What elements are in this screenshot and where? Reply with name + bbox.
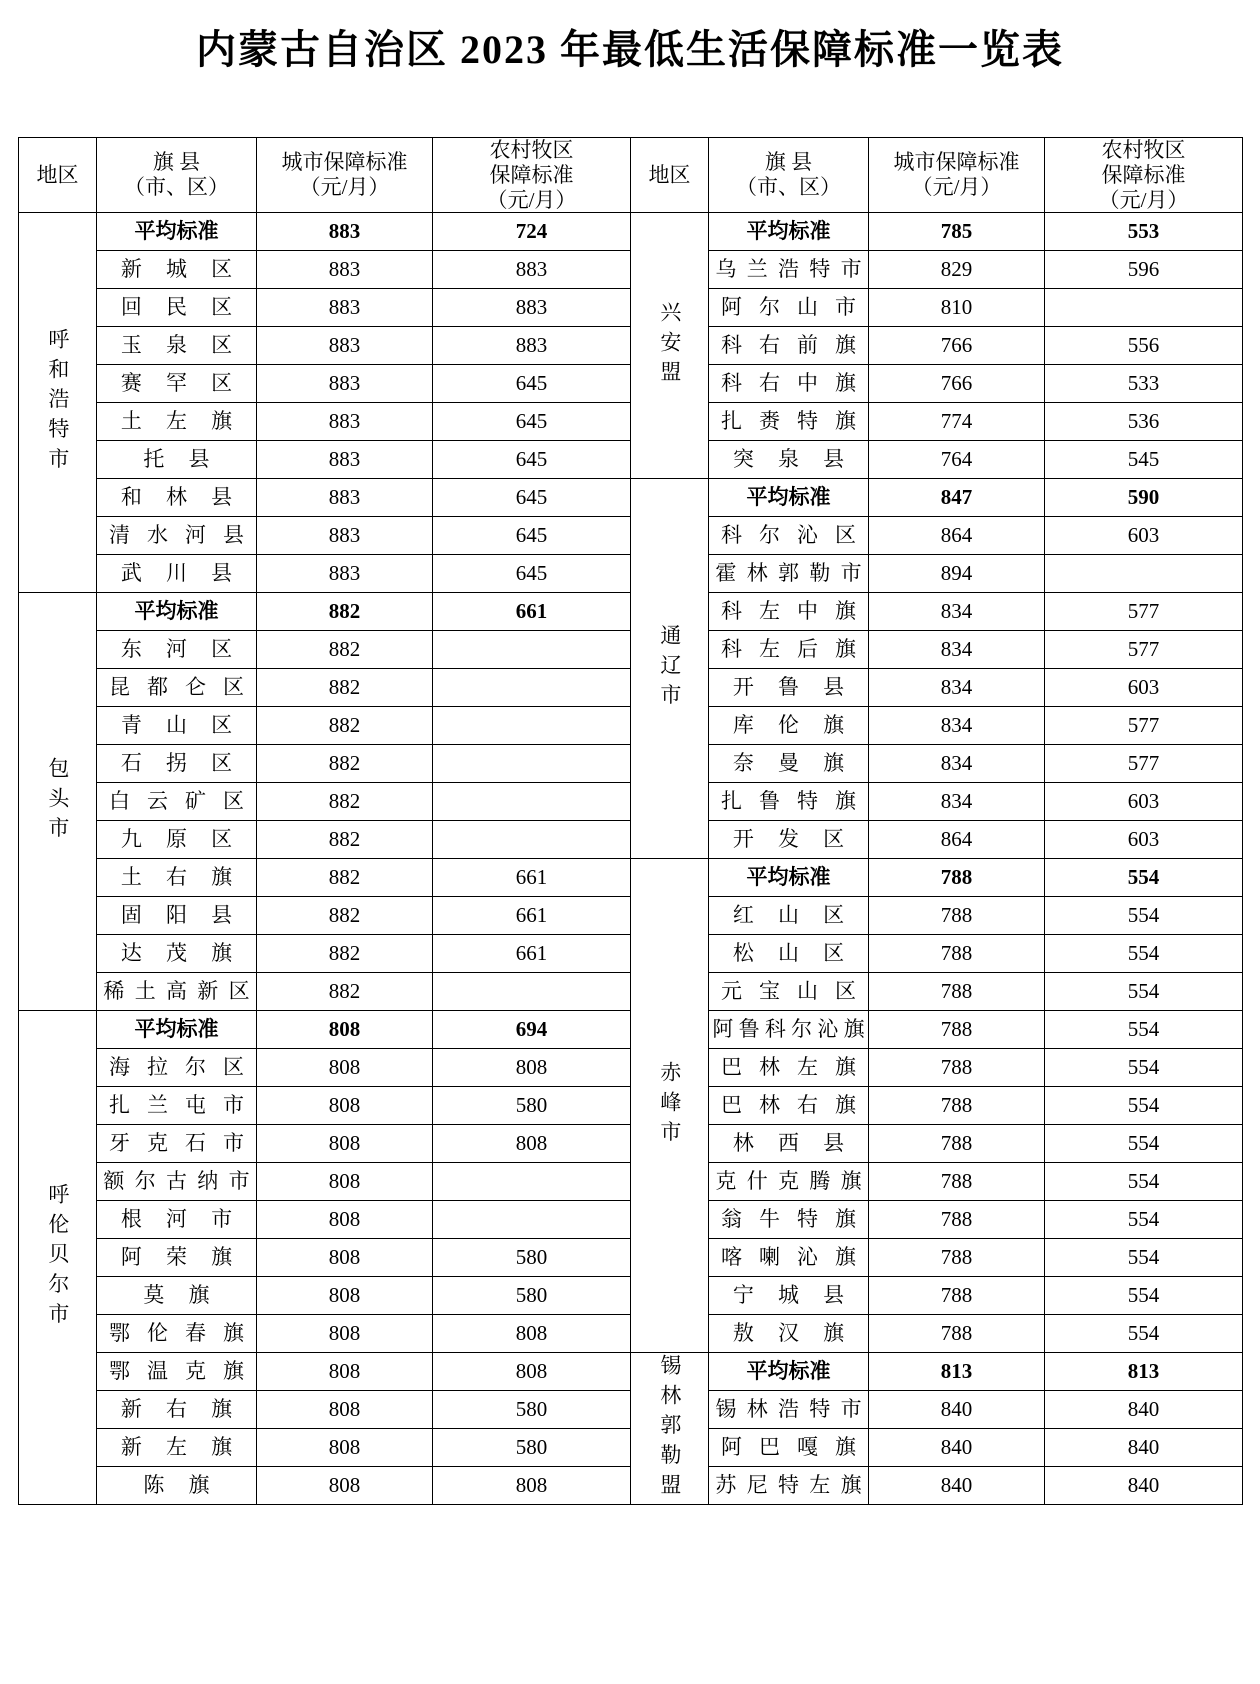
urban-standard-value: 834 (869, 593, 1045, 631)
urban-standard-value: 864 (869, 517, 1045, 555)
header-rural-left-line1: 农村牧区 (489, 138, 574, 162)
rural-standard-value: 577 (1045, 631, 1243, 669)
county-name: 牙 克 石 市 (97, 1125, 257, 1163)
county-name: 元 宝 山 区 (709, 973, 869, 1011)
rural-standard-value: 645 (433, 555, 631, 593)
urban-standard-value: 864 (869, 821, 1045, 859)
urban-standard-value: 788 (869, 1087, 1045, 1125)
header-rural-right-line3: （元/月） (1098, 187, 1189, 212)
county-name: 托 县 (97, 441, 257, 479)
county-name: 奈 曼 旗 (709, 745, 869, 783)
table-row (19, 859, 1243, 897)
region-label-right (631, 479, 709, 859)
county-name: 新 左 旗 (97, 1429, 257, 1467)
urban-standard-value: 788 (869, 1125, 1045, 1163)
rural-standard-value (433, 631, 631, 669)
urban-standard-value: 882 (257, 859, 433, 897)
region-label-text: 呼和浩特市 (45, 328, 70, 478)
urban-standard-value: 808 (257, 1201, 433, 1239)
urban-standard-value: 882 (257, 935, 433, 973)
county-name: 玉 泉 区 (97, 327, 257, 365)
rural-standard-value: 577 (1045, 707, 1243, 745)
urban-standard-value: 788 (869, 859, 1045, 897)
urban-standard-value: 808 (257, 1315, 433, 1353)
urban-standard-value: 840 (869, 1429, 1045, 1467)
urban-standard-value: 808 (257, 1467, 433, 1505)
county-name: 莫 旗 (97, 1277, 257, 1315)
county-name: 根 河 市 (97, 1201, 257, 1239)
county-name: 额 尔 古 纳 市 (97, 1163, 257, 1201)
urban-standard-value: 808 (257, 1277, 433, 1315)
header-county-left-line2: （市、区） (124, 175, 229, 200)
county-name: 新 右 旗 (97, 1391, 257, 1429)
urban-standard-value: 788 (869, 1315, 1045, 1353)
rural-standard-value: 554 (1045, 1277, 1243, 1315)
region-label-left (19, 593, 97, 1011)
average-label: 平均标准 (97, 593, 257, 631)
rural-standard-value: 808 (433, 1353, 631, 1391)
urban-standard-value: 883 (257, 213, 433, 251)
rural-standard-value (433, 973, 631, 1011)
region-label-right (631, 859, 709, 1353)
county-name: 阿 尔 山 市 (709, 289, 869, 327)
rural-standard-value (1045, 555, 1243, 593)
county-name: 阿 荣 旗 (97, 1239, 257, 1277)
region-label-text: 包头市 (45, 757, 70, 847)
rural-standard-value: 554 (1045, 1049, 1243, 1087)
urban-standard-value: 883 (257, 403, 433, 441)
county-name: 鄂 温 克 旗 (97, 1353, 257, 1391)
urban-standard-value: 882 (257, 631, 433, 669)
rural-standard-value: 808 (433, 1467, 631, 1505)
average-label: 平均标准 (97, 1011, 257, 1049)
county-name: 阿 巴 嘎 旗 (709, 1429, 869, 1467)
county-name: 固 阳 县 (97, 897, 257, 935)
county-name: 土 左 旗 (97, 403, 257, 441)
header-urban-left-line2: （元/月） (299, 175, 390, 200)
urban-standard-value: 883 (257, 365, 433, 403)
county-name: 科 左 中 旗 (709, 593, 869, 631)
urban-standard-value: 883 (257, 479, 433, 517)
rural-standard-value: 661 (433, 593, 631, 631)
county-name: 红 山 区 (709, 897, 869, 935)
region-label-text: 锡林郭勒盟 (657, 1354, 682, 1504)
rural-standard-value: 661 (433, 935, 631, 973)
urban-standard-value: 785 (869, 213, 1045, 251)
county-name: 九 原 区 (97, 821, 257, 859)
header-rural-left (433, 138, 631, 213)
header-region-left: 地区 (19, 138, 97, 213)
rural-standard-value: 556 (1045, 327, 1243, 365)
rural-standard-value: 533 (1045, 365, 1243, 403)
rural-standard-value (433, 745, 631, 783)
rural-standard-value: 645 (433, 403, 631, 441)
rural-standard-value: 554 (1045, 935, 1243, 973)
header-county-right-line2: （市、区） (736, 175, 841, 200)
document-page (0, 18, 1260, 1684)
table-head (19, 138, 1243, 213)
urban-standard-value: 788 (869, 935, 1045, 973)
rural-standard-value: 554 (1045, 973, 1243, 1011)
county-name: 扎 赉 特 旗 (709, 403, 869, 441)
county-name: 扎 鲁 特 旗 (709, 783, 869, 821)
rural-standard-value: 596 (1045, 251, 1243, 289)
urban-standard-value: 840 (869, 1467, 1045, 1505)
urban-standard-value: 788 (869, 1163, 1045, 1201)
rural-standard-value (433, 1163, 631, 1201)
county-name: 克 什 克 腾 旗 (709, 1163, 869, 1201)
rural-standard-value: 590 (1045, 479, 1243, 517)
header-rural-left-line3: （元/月） (486, 187, 577, 212)
region-label-left (19, 213, 97, 593)
urban-standard-value: 882 (257, 745, 433, 783)
county-name: 科 尔 沁 区 (709, 517, 869, 555)
county-name: 松 山 区 (709, 935, 869, 973)
rural-standard-value: 580 (433, 1239, 631, 1277)
urban-standard-value: 894 (869, 555, 1045, 593)
urban-standard-value: 808 (257, 1391, 433, 1429)
urban-standard-value: 808 (257, 1429, 433, 1467)
header-urban-right (869, 138, 1045, 213)
header-region-right: 地区 (631, 138, 709, 213)
header-county-left (97, 138, 257, 213)
county-name: 白 云 矿 区 (97, 783, 257, 821)
rural-standard-value: 645 (433, 479, 631, 517)
region-label-text: 呼伦贝尔市 (45, 1183, 70, 1333)
county-name: 锡 林 浩 特 市 (709, 1391, 869, 1429)
urban-standard-value: 882 (257, 897, 433, 935)
rural-standard-value: 840 (1045, 1429, 1243, 1467)
county-name: 喀 喇 沁 旗 (709, 1239, 869, 1277)
rural-standard-value: 808 (433, 1315, 631, 1353)
rural-standard-value: 577 (1045, 593, 1243, 631)
urban-standard-value: 882 (257, 973, 433, 1011)
urban-standard-value: 882 (257, 669, 433, 707)
rural-standard-value: 603 (1045, 517, 1243, 555)
header-county-left-line1: 旗 县 (152, 150, 201, 175)
county-name: 乌 兰 浩 特 市 (709, 251, 869, 289)
county-name: 巴 林 左 旗 (709, 1049, 869, 1087)
rural-standard-value: 554 (1045, 897, 1243, 935)
rural-standard-value: 554 (1045, 1315, 1243, 1353)
rural-standard-value: 554 (1045, 1125, 1243, 1163)
county-name: 库 伦 旗 (709, 707, 869, 745)
average-label: 平均标准 (709, 1353, 869, 1391)
urban-standard-value: 834 (869, 745, 1045, 783)
county-name: 青 山 区 (97, 707, 257, 745)
rural-standard-value: 554 (1045, 1201, 1243, 1239)
region-label-text: 兴安盟 (657, 301, 682, 391)
rural-standard-value: 645 (433, 365, 631, 403)
welfare-standards-table (18, 137, 1243, 1505)
table-row (19, 479, 1243, 517)
county-name: 苏 尼 特 左 旗 (709, 1467, 869, 1505)
county-name: 稀 土 高 新 区 (97, 973, 257, 1011)
county-name: 土 右 旗 (97, 859, 257, 897)
county-name: 东 河 区 (97, 631, 257, 669)
urban-standard-value: 808 (257, 1011, 433, 1049)
county-name: 翁 牛 特 旗 (709, 1201, 869, 1239)
rural-standard-value: 580 (433, 1277, 631, 1315)
urban-standard-value: 808 (257, 1049, 433, 1087)
urban-standard-value: 883 (257, 517, 433, 555)
table-row (19, 213, 1243, 251)
region-label-right (631, 1353, 709, 1505)
rural-standard-value: 554 (1045, 859, 1243, 897)
table-body (19, 213, 1243, 1505)
average-label: 平均标准 (709, 859, 869, 897)
header-urban-right-line2: （元/月） (911, 175, 1002, 200)
rural-standard-value: 813 (1045, 1353, 1243, 1391)
county-name: 巴 林 右 旗 (709, 1087, 869, 1125)
rural-standard-value: 603 (1045, 821, 1243, 859)
urban-standard-value: 813 (869, 1353, 1045, 1391)
urban-standard-value: 834 (869, 783, 1045, 821)
region-label-text: 赤峰市 (657, 1061, 682, 1151)
table-wrapper (18, 137, 1242, 1505)
county-name: 科 右 前 旗 (709, 327, 869, 365)
rural-standard-value: 536 (1045, 403, 1243, 441)
header-urban-left-line1: 城市保障标准 (281, 150, 408, 175)
header-county-right-line1: 旗 县 (764, 150, 813, 175)
urban-standard-value: 808 (257, 1125, 433, 1163)
urban-standard-value: 883 (257, 251, 433, 289)
urban-standard-value: 829 (869, 251, 1045, 289)
rural-standard-value: 808 (433, 1125, 631, 1163)
county-name: 清 水 河 县 (97, 517, 257, 555)
urban-standard-value: 834 (869, 631, 1045, 669)
county-name: 扎 兰 屯 市 (97, 1087, 257, 1125)
urban-standard-value: 788 (869, 1011, 1045, 1049)
average-label: 平均标准 (709, 479, 869, 517)
county-name: 海 拉 尔 区 (97, 1049, 257, 1087)
rural-standard-value: 645 (433, 441, 631, 479)
rural-standard-value: 554 (1045, 1239, 1243, 1277)
rural-standard-value (433, 669, 631, 707)
county-name: 达 茂 旗 (97, 935, 257, 973)
rural-standard-value: 554 (1045, 1087, 1243, 1125)
rural-standard-value: 661 (433, 859, 631, 897)
header-rural-right-line1: 农村牧区 (1101, 138, 1186, 162)
county-name: 和 林 县 (97, 479, 257, 517)
rural-standard-value (433, 1201, 631, 1239)
county-name: 宁 城 县 (709, 1277, 869, 1315)
header-rural-right (1045, 138, 1243, 213)
urban-standard-value: 883 (257, 327, 433, 365)
rural-standard-value: 645 (433, 517, 631, 555)
header-urban-left (257, 138, 433, 213)
rural-standard-value (433, 821, 631, 859)
urban-standard-value: 810 (869, 289, 1045, 327)
rural-standard-value: 580 (433, 1391, 631, 1429)
urban-standard-value: 774 (869, 403, 1045, 441)
rural-standard-value: 545 (1045, 441, 1243, 479)
rural-standard-value (433, 707, 631, 745)
county-name: 开 发 区 (709, 821, 869, 859)
urban-standard-value: 788 (869, 1049, 1045, 1087)
county-name: 敖 汉 旗 (709, 1315, 869, 1353)
county-name: 科 左 后 旗 (709, 631, 869, 669)
urban-standard-value: 834 (869, 669, 1045, 707)
region-label-text: 通辽市 (657, 624, 682, 714)
urban-standard-value: 882 (257, 783, 433, 821)
urban-standard-value: 882 (257, 821, 433, 859)
urban-standard-value: 808 (257, 1087, 433, 1125)
region-label-right (631, 213, 709, 479)
rural-standard-value: 580 (433, 1429, 631, 1467)
average-label: 平均标准 (97, 213, 257, 251)
header-row (19, 138, 1243, 213)
urban-standard-value: 808 (257, 1353, 433, 1391)
county-name: 新 城 区 (97, 251, 257, 289)
county-name: 回 民 区 (97, 289, 257, 327)
header-rural-left-line2: 保障标准 (489, 162, 574, 187)
average-label: 平均标准 (709, 213, 869, 251)
urban-standard-value: 834 (869, 707, 1045, 745)
urban-standard-value: 847 (869, 479, 1045, 517)
rural-standard-value: 554 (1045, 1163, 1243, 1201)
urban-standard-value: 882 (257, 707, 433, 745)
urban-standard-value: 840 (869, 1391, 1045, 1429)
rural-standard-value: 883 (433, 327, 631, 365)
urban-standard-value: 882 (257, 593, 433, 631)
rural-standard-value: 840 (1045, 1467, 1243, 1505)
county-name: 科 右 中 旗 (709, 365, 869, 403)
urban-standard-value: 764 (869, 441, 1045, 479)
rural-standard-value: 883 (433, 289, 631, 327)
urban-standard-value: 788 (869, 1201, 1045, 1239)
urban-standard-value: 808 (257, 1163, 433, 1201)
urban-standard-value: 883 (257, 441, 433, 479)
rural-standard-value: 554 (1045, 1011, 1243, 1049)
rural-standard-value: 661 (433, 897, 631, 935)
table-row (19, 1353, 1243, 1391)
rural-standard-value: 694 (433, 1011, 631, 1049)
urban-standard-value: 766 (869, 365, 1045, 403)
county-name: 陈 旗 (97, 1467, 257, 1505)
county-name: 突 泉 县 (709, 441, 869, 479)
page-title: 内蒙古自治区 2023 年最低生活保障标准一览表 (196, 27, 1064, 72)
header-rural-right-line2: 保障标准 (1101, 162, 1186, 187)
urban-standard-value: 883 (257, 555, 433, 593)
rural-standard-value: 603 (1045, 669, 1243, 707)
county-name: 开 鲁 县 (709, 669, 869, 707)
county-name: 昆 都 仑 区 (97, 669, 257, 707)
rural-standard-value: 840 (1045, 1391, 1243, 1429)
rural-standard-value: 603 (1045, 783, 1243, 821)
rural-standard-value: 808 (433, 1049, 631, 1087)
county-name: 石 拐 区 (97, 745, 257, 783)
rural-standard-value: 883 (433, 251, 631, 289)
urban-standard-value: 788 (869, 973, 1045, 1011)
rural-standard-value (433, 783, 631, 821)
county-name: 赛 罕 区 (97, 365, 257, 403)
rural-standard-value: 580 (433, 1087, 631, 1125)
county-name: 鄂 伦 春 旗 (97, 1315, 257, 1353)
header-urban-right-line1: 城市保障标准 (893, 150, 1020, 175)
urban-standard-value: 766 (869, 327, 1045, 365)
rural-standard-value: 577 (1045, 745, 1243, 783)
county-name: 武 川 县 (97, 555, 257, 593)
county-name: 阿 鲁 科 尔 沁 旗 (709, 1011, 869, 1049)
urban-standard-value: 808 (257, 1239, 433, 1277)
region-label-left (19, 1011, 97, 1505)
urban-standard-value: 883 (257, 289, 433, 327)
rural-standard-value: 553 (1045, 213, 1243, 251)
urban-standard-value: 788 (869, 897, 1045, 935)
rural-standard-value (1045, 289, 1243, 327)
urban-standard-value: 788 (869, 1239, 1045, 1277)
urban-standard-value: 788 (869, 1277, 1045, 1315)
county-name: 霍 林 郭 勒 市 (709, 555, 869, 593)
rural-standard-value: 724 (433, 213, 631, 251)
county-name: 林 西 县 (709, 1125, 869, 1163)
header-county-right (709, 138, 869, 213)
